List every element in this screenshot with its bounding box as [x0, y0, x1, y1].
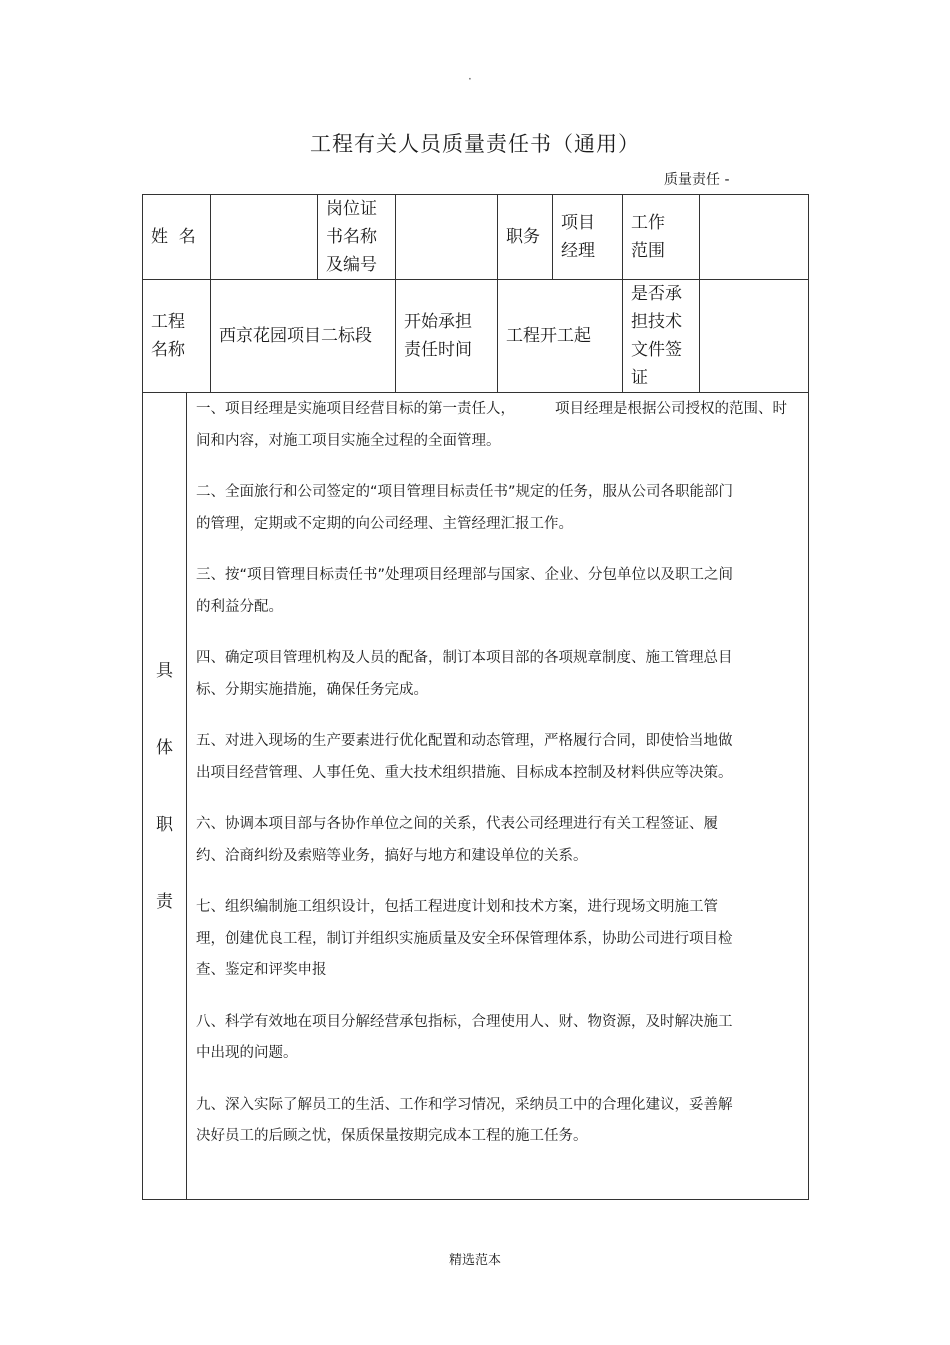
document-reference: 质量责任 -	[664, 172, 730, 188]
sign-value-cell[interactable]	[700, 280, 809, 393]
responsibilities-label-char: 具	[156, 661, 173, 681]
document-title: 工程有关人员质量责任书（通用）	[310, 132, 640, 156]
page-footer: 精选范本	[448, 1253, 501, 1268]
responsibilities-label-char: 责	[156, 892, 173, 912]
duty-label-cell	[498, 195, 553, 280]
sign-label-cell	[623, 280, 700, 393]
name-value-cell[interactable]	[211, 195, 318, 280]
project-value-cell[interactable]	[211, 280, 396, 393]
scope-value-cell[interactable]	[700, 195, 809, 280]
duty-label: 职务	[506, 227, 540, 247]
start-value: 工程开工起	[506, 326, 591, 346]
duty-value-cell[interactable]	[553, 195, 623, 280]
duty-item-8: 八、科学有效地在项目分解经营承包指标，合理使用人、财、物资源，及时解决施工中出现的问题。	[196, 1013, 733, 1061]
project-label: 工程名称	[151, 312, 185, 360]
duty-item-2: 二、全面旅行和公司签定的“项目管理目标责任书”规定的任务，服从公司各职能部门的管理，定期或不定期的向公司经理、主管经理汇报工作。	[196, 484, 734, 532]
form-row-personnel	[143, 195, 809, 280]
duty-item-9: 九、深入实际了解员工的生活、工作和学习情况，采纳员工中的合理化建议，妥善解决好员工的后顾之忧，保质保量按期完成本工程的施工任务。	[196, 1096, 733, 1144]
form-row-project	[143, 280, 809, 393]
responsibilities-label-char: 职	[156, 815, 173, 835]
responsibilities-content-cell	[187, 393, 809, 1200]
responsibility-form-table	[142, 194, 809, 1200]
duty-item-4: 四、确定项目管理机构及人员的配备，制订本项目部的各项规章制度、施工管理总目标、分期实施措施，确保任务完成。	[196, 650, 733, 698]
start-label-cell	[396, 280, 498, 393]
cert-value-cell[interactable]	[396, 195, 498, 280]
duty-item-1: 一、项目经理是实施项目经营目标的第一责任人， 项目经理是根据公司授权的范围、时间和内容，对施工项目实施全过程的全面管理。	[196, 401, 787, 449]
responsibilities-label-char: 体	[156, 738, 173, 758]
scope-label: 工作范围	[631, 213, 665, 261]
start-value-cell[interactable]	[498, 280, 623, 393]
scope-label-cell	[623, 195, 700, 280]
sign-label: 是否承担技术文件签证	[631, 284, 682, 388]
cert-label-cell	[318, 195, 396, 280]
duty-item-5: 五、对进入现场的生产要素进行优化配置和动态管理，严格履行合同，即使恰当地做出项目经营管理、人事任免、重大技术组织措施、目标成本控制及材料供应等决策。	[196, 733, 733, 781]
cert-label: 岗位证书名称及编号	[326, 199, 377, 275]
project-value: 西京花园项目二标段	[219, 326, 372, 346]
start-label: 开始承担责任时间	[404, 312, 472, 360]
responsibilities-label-cell	[143, 393, 187, 1200]
duty-item-6: 六、协调本项目部与各协作单位之间的关系，代表公司经理进行有关工程签证、履约、洽商纠纷及索赔等业务，搞好与地方和建设单位的关系。	[196, 816, 718, 864]
form-row-responsibilities	[143, 393, 809, 1200]
header-dot: ·	[468, 72, 472, 86]
duty-value: 项目经理	[561, 213, 595, 261]
name-label-cell	[143, 195, 211, 280]
duty-item-7: 七、组织编制施工组织设计，包括工程进度计划和技术方案，进行现场文明施工管理，创建优良工程，制订并组织实施质量及安全环保管理体系，协助公司进行项目检查、鉴定和评奖申报	[196, 899, 733, 978]
duty-item-3: 三、按“项目管理目标责任书”处理项目经理部与国家、企业、分包单位以及职工之间的利益分配。	[196, 567, 734, 615]
project-label-cell	[143, 280, 211, 393]
name-label: 姓 名	[151, 227, 196, 247]
